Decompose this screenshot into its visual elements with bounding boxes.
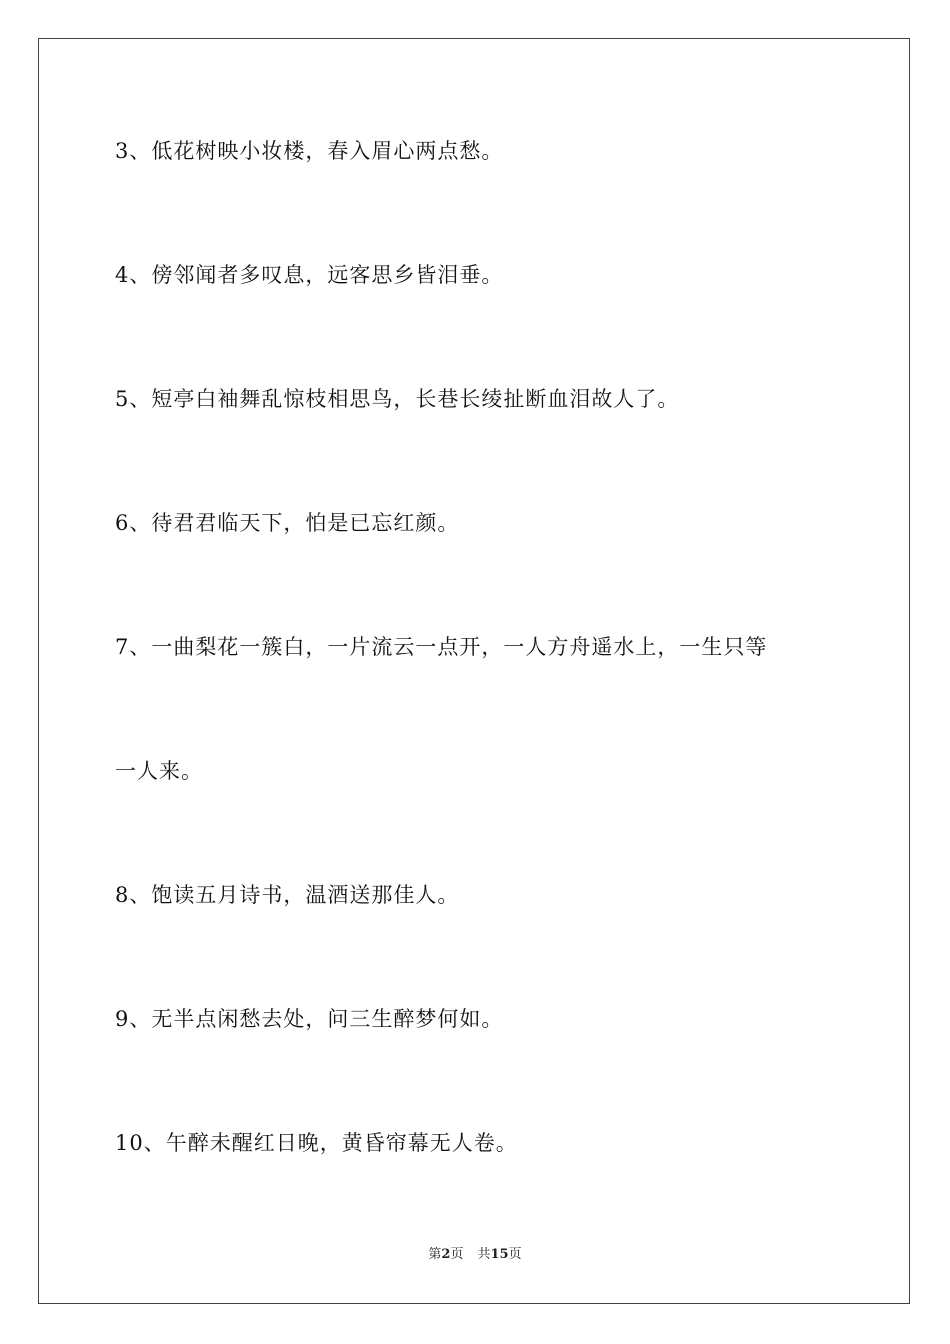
page-border [38,38,910,1304]
text-line-5: 5、短亭白袖舞乱惊枝相思鸟，长巷长绫扯断血泪故人了。 [115,387,680,411]
total-suffix: 页 [508,1247,522,1262]
current-page-number: 2 [441,1247,451,1262]
text-line-3: 3、低花树映小妆楼，春入眉心两点愁。 [115,139,504,163]
page-suffix: 页 [450,1247,464,1262]
text-line-6: 6、待君君临天下，怕是已忘红颜。 [115,511,460,535]
text-line-7: 7、一曲梨花一簇白，一片流云一点开，一人方舟遥水上，一生只等 [115,635,768,659]
text-line-8: 8、饱读五月诗书，温酒送那佳人。 [115,883,460,907]
text-line-9: 9、无半点闲愁去处，问三生醉梦何如。 [115,1007,504,1031]
page-footer [0,1246,950,1264]
text-line-7-continued: 一人来。 [115,759,203,783]
total-prefix: 共 [477,1247,491,1262]
text-line-4: 4、傍邻闻者多叹息，远客思乡皆泪垂。 [115,263,504,287]
page-prefix: 第 [428,1247,442,1262]
text-line-10: 10、午醉未醒红日晚，黄昏帘幕无人卷。 [115,1131,518,1155]
total-page-count: 15 [490,1247,509,1262]
